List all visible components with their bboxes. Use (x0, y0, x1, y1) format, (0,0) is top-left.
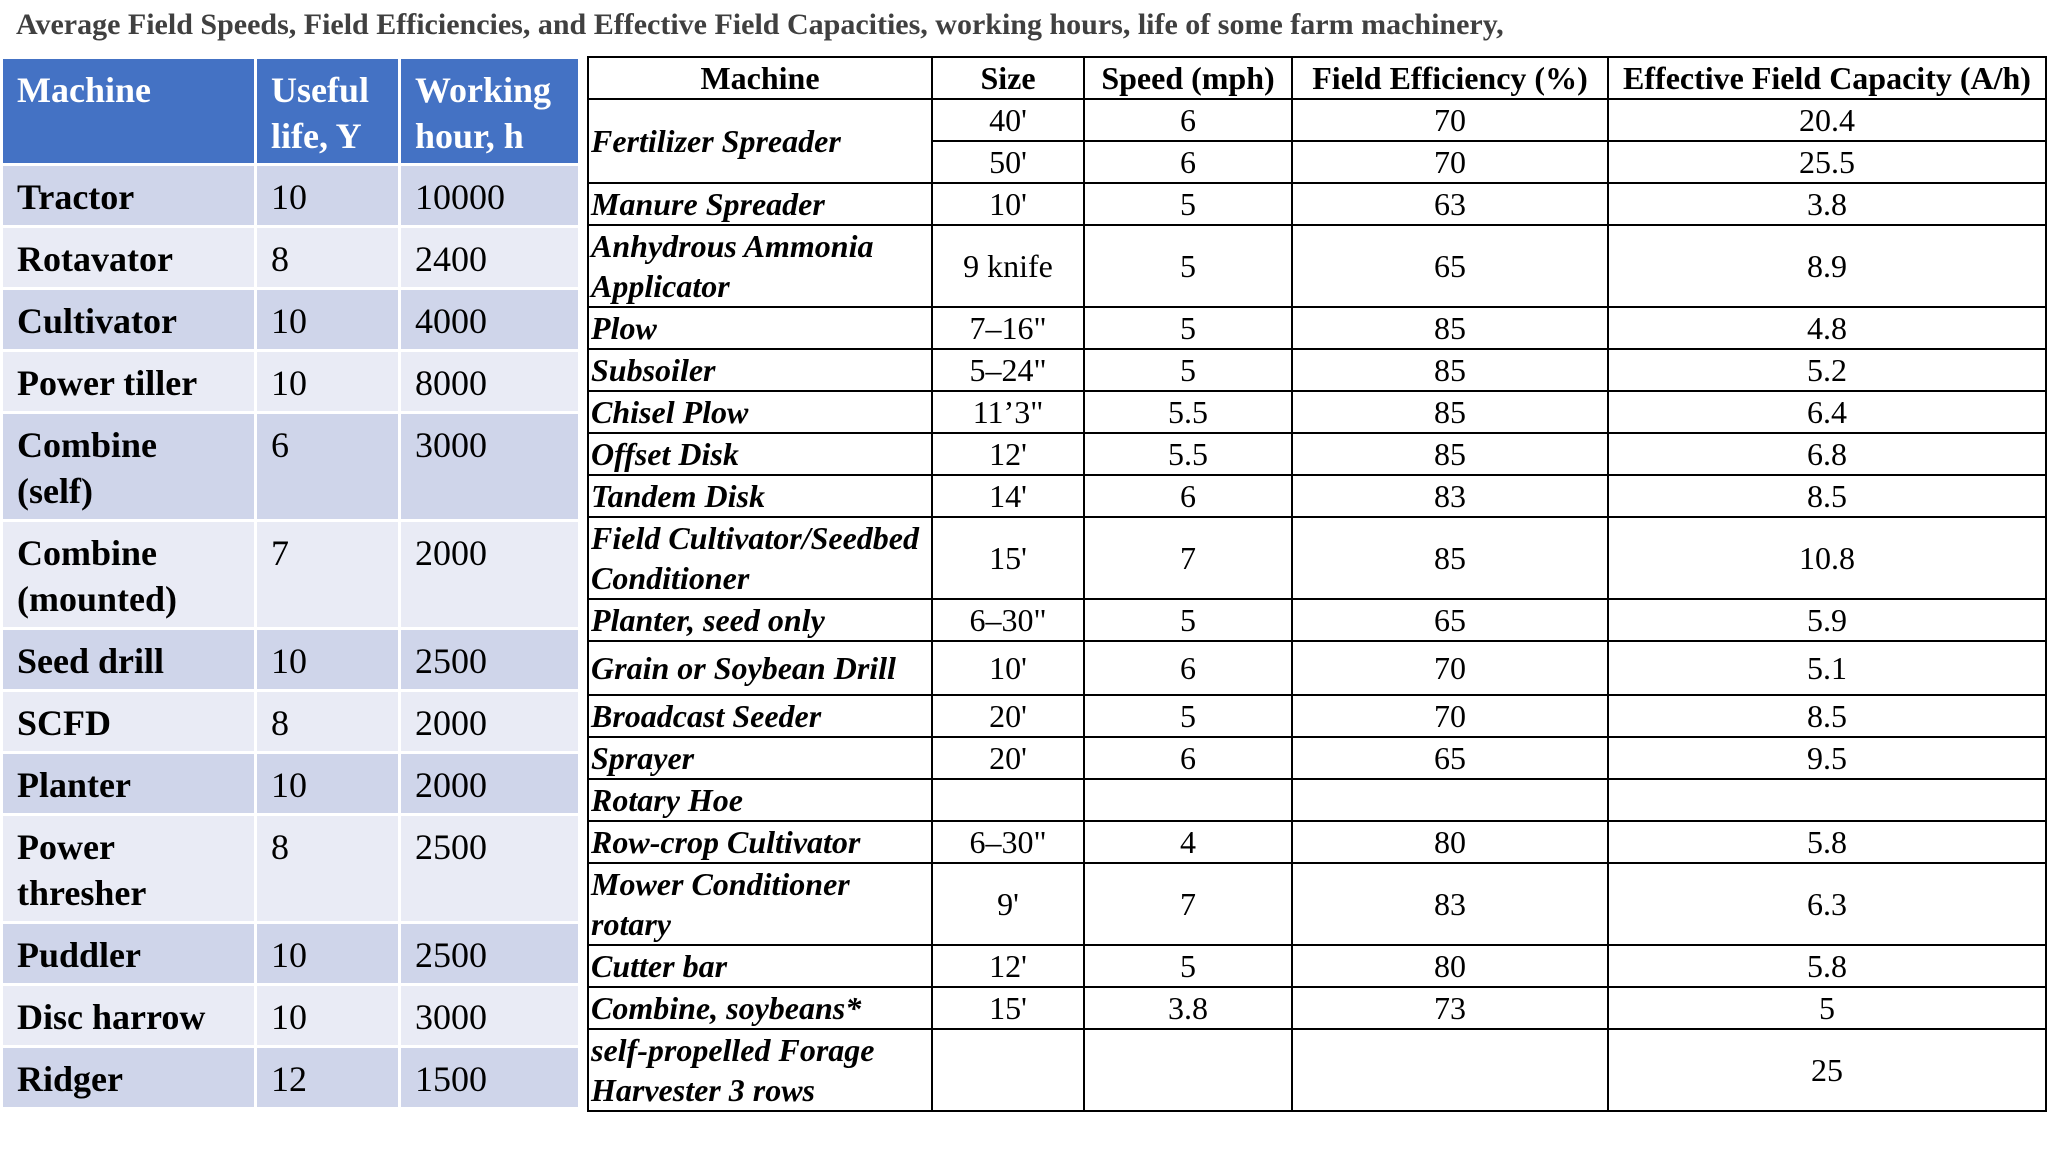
useful-life-cell: 8 (256, 815, 400, 923)
speed-cell: 4 (1084, 821, 1292, 863)
size-cell: 15' (932, 517, 1084, 599)
table-row (588, 641, 2046, 695)
machine-cell: Anhydrous Ammonia Applicator (588, 225, 932, 307)
capacity-cell: 5.8 (1608, 821, 2046, 863)
table-row (588, 599, 2046, 641)
speed-cell: 5 (1084, 349, 1292, 391)
size-cell: 10' (932, 183, 1084, 225)
speed-cell: 6 (1084, 737, 1292, 779)
working-hour-cell: 2000 (400, 691, 580, 753)
table-row (588, 779, 2046, 821)
efficiency-cell (1292, 1029, 1608, 1111)
speed-cell: 3.8 (1084, 987, 1292, 1029)
size-cell: 5–24" (932, 349, 1084, 391)
working-hour-cell: 2500 (400, 815, 580, 923)
size-cell: 9 knife (932, 225, 1084, 307)
efficiency-cell: 70 (1292, 641, 1608, 695)
table-row (588, 987, 2046, 1029)
machine-cell: Combine (mounted) (2, 521, 256, 629)
table-row (588, 225, 2046, 307)
speed-cell: 6 (1084, 641, 1292, 695)
machine-cell: Tractor (2, 165, 256, 227)
capacity-cell: 8.5 (1608, 475, 2046, 517)
size-cell: 50' (932, 141, 1084, 183)
table-row (2, 521, 580, 629)
size-cell: 7–16" (932, 307, 1084, 349)
efficiency-cell: 65 (1292, 599, 1608, 641)
machinery-life-table (0, 56, 581, 1110)
header-field-efficiency: Field Efficiency (%) (1292, 57, 1608, 99)
capacity-cell: 6.3 (1608, 863, 2046, 945)
size-cell: 40' (932, 99, 1084, 141)
table-row (2, 227, 580, 289)
field-capacity-table (587, 56, 2047, 1112)
table-row (2, 691, 580, 753)
size-cell: 20' (932, 695, 1084, 737)
capacity-cell: 25.5 (1608, 141, 2046, 183)
capacity-cell: 9.5 (1608, 737, 2046, 779)
efficiency-cell: 83 (1292, 863, 1608, 945)
capacity-cell: 6.4 (1608, 391, 2046, 433)
capacity-cell: 20.4 (1608, 99, 2046, 141)
useful-life-cell: 10 (256, 289, 400, 351)
useful-life-cell: 8 (256, 691, 400, 753)
speed-cell: 6 (1084, 99, 1292, 141)
table-row (2, 815, 580, 923)
table-row (2, 289, 580, 351)
useful-life-cell: 10 (256, 629, 400, 691)
useful-life-cell: 10 (256, 351, 400, 413)
table-row (588, 1029, 2046, 1111)
working-hour-cell: 2500 (400, 923, 580, 985)
capacity-cell: 5.2 (1608, 349, 2046, 391)
table-row (2, 985, 580, 1047)
efficiency-cell: 65 (1292, 737, 1608, 779)
machine-cell: Combine, soybeans* (588, 987, 932, 1029)
speed-cell (1084, 779, 1292, 821)
table-row (588, 391, 2046, 433)
table-row (2, 629, 580, 691)
header-size: Size (932, 57, 1084, 99)
header-row (588, 57, 2046, 99)
size-cell: 6–30" (932, 599, 1084, 641)
header-speed: Speed (mph) (1084, 57, 1292, 99)
table-row (588, 863, 2046, 945)
machine-cell: Mower Conditioner rotary (588, 863, 932, 945)
working-hour-cell: 2000 (400, 521, 580, 629)
capacity-cell (1608, 779, 2046, 821)
capacity-cell: 25 (1608, 1029, 2046, 1111)
machine-cell: Combine (self) (2, 413, 256, 521)
efficiency-cell: 65 (1292, 225, 1608, 307)
table-row (588, 183, 2046, 225)
machine-cell: Planter, seed only (588, 599, 932, 641)
machine-cell: Power tiller (2, 351, 256, 413)
speed-cell: 6 (1084, 475, 1292, 517)
machine-cell: Plow (588, 307, 932, 349)
size-cell: 12' (932, 945, 1084, 987)
speed-cell: 5 (1084, 225, 1292, 307)
useful-life-cell: 8 (256, 227, 400, 289)
working-hour-cell: 8000 (400, 351, 580, 413)
capacity-cell: 5.9 (1608, 599, 2046, 641)
size-cell: 10' (932, 641, 1084, 695)
speed-cell: 5 (1084, 599, 1292, 641)
working-hour-cell: 3000 (400, 985, 580, 1047)
useful-life-cell: 6 (256, 413, 400, 521)
table-row (588, 433, 2046, 475)
capacity-cell: 8.5 (1608, 695, 2046, 737)
capacity-cell: 5.1 (1608, 641, 2046, 695)
table-row (2, 351, 580, 413)
working-hour-cell: 10000 (400, 165, 580, 227)
machine-cell: Power thresher (2, 815, 256, 923)
efficiency-cell: 85 (1292, 307, 1608, 349)
machine-cell: Grain or Soybean Drill (588, 641, 932, 695)
machine-cell: Sprayer (588, 737, 932, 779)
table-row (2, 413, 580, 521)
machine-cell: Rotavator (2, 227, 256, 289)
speed-cell: 7 (1084, 863, 1292, 945)
table-row (588, 517, 2046, 599)
table-row (588, 475, 2046, 517)
working-hour-cell: 3000 (400, 413, 580, 521)
efficiency-cell: 85 (1292, 433, 1608, 475)
machine-cell: Broadcast Seeder (588, 695, 932, 737)
size-cell: 12' (932, 433, 1084, 475)
useful-life-cell: 12 (256, 1047, 400, 1109)
machine-cell: Chisel Plow (588, 391, 932, 433)
size-cell: 9' (932, 863, 1084, 945)
table-row (588, 737, 2046, 779)
speed-cell: 5.5 (1084, 391, 1292, 433)
efficiency-cell: 70 (1292, 141, 1608, 183)
header-machine: Machine (588, 57, 932, 99)
capacity-cell: 3.8 (1608, 183, 2046, 225)
machine-cell: Cutter bar (588, 945, 932, 987)
working-hour-cell: 2000 (400, 753, 580, 815)
table-row (588, 307, 2046, 349)
useful-life-cell: 10 (256, 923, 400, 985)
efficiency-cell: 80 (1292, 821, 1608, 863)
header-field-capacity: Effective Field Capacity (A/h) (1608, 57, 2046, 99)
machine-cell: self-propelled Forage Harvester 3 rows (588, 1029, 932, 1111)
speed-cell: 5 (1084, 695, 1292, 737)
size-cell: 6–30" (932, 821, 1084, 863)
machine-cell: Cultivator (2, 289, 256, 351)
machine-cell: Offset Disk (588, 433, 932, 475)
size-cell: 11’3" (932, 391, 1084, 433)
header-working-hour: Working hour, h (400, 58, 580, 165)
table-row (2, 1047, 580, 1109)
speed-cell: 5 (1084, 183, 1292, 225)
machine-cell: Subsoiler (588, 349, 932, 391)
machine-cell: Rotary Hoe (588, 779, 932, 821)
working-hour-cell: 1500 (400, 1047, 580, 1109)
efficiency-cell: 80 (1292, 945, 1608, 987)
size-cell: 14' (932, 475, 1084, 517)
working-hour-cell: 4000 (400, 289, 580, 351)
size-cell (932, 1029, 1084, 1111)
size-cell: 20' (932, 737, 1084, 779)
capacity-cell: 10.8 (1608, 517, 2046, 599)
efficiency-cell: 63 (1292, 183, 1608, 225)
capacity-cell: 8.9 (1608, 225, 2046, 307)
efficiency-cell (1292, 779, 1608, 821)
efficiency-cell: 83 (1292, 475, 1608, 517)
efficiency-cell: 85 (1292, 391, 1608, 433)
useful-life-cell: 10 (256, 165, 400, 227)
useful-life-cell: 10 (256, 985, 400, 1047)
machine-cell: Row-crop Cultivator (588, 821, 932, 863)
header-useful-life: Useful life, Y (256, 58, 400, 165)
capacity-cell: 4.8 (1608, 307, 2046, 349)
speed-cell: 5 (1084, 307, 1292, 349)
machine-cell: Puddler (2, 923, 256, 985)
useful-life-cell: 7 (256, 521, 400, 629)
header-row (2, 58, 580, 165)
table-row (588, 695, 2046, 737)
working-hour-cell: 2400 (400, 227, 580, 289)
capacity-cell: 5.8 (1608, 945, 2046, 987)
efficiency-cell: 85 (1292, 517, 1608, 599)
speed-cell: 5 (1084, 945, 1292, 987)
efficiency-cell: 70 (1292, 99, 1608, 141)
speed-cell (1084, 1029, 1292, 1111)
machine-cell: Fertilizer Spreader (588, 99, 932, 183)
speed-cell: 7 (1084, 517, 1292, 599)
efficiency-cell: 73 (1292, 987, 1608, 1029)
table-row (588, 945, 2046, 987)
table-row (588, 99, 2046, 141)
efficiency-cell: 85 (1292, 349, 1608, 391)
table-row (588, 349, 2046, 391)
machine-cell: SCFD (2, 691, 256, 753)
machine-cell: Disc harrow (2, 985, 256, 1047)
speed-cell: 5.5 (1084, 433, 1292, 475)
page-title: Average Field Speeds, Field Efficiencies, and Effective Field Capacities, working hours, life of some farm machinery, (16, 8, 1504, 41)
size-cell: 15' (932, 987, 1084, 1029)
table-row (2, 165, 580, 227)
efficiency-cell: 70 (1292, 695, 1608, 737)
machine-cell: Planter (2, 753, 256, 815)
machine-cell: Manure Spreader (588, 183, 932, 225)
machine-cell: Ridger (2, 1047, 256, 1109)
working-hour-cell: 2500 (400, 629, 580, 691)
header-machine: Machine (2, 58, 256, 165)
speed-cell: 6 (1084, 141, 1292, 183)
machine-cell: Tandem Disk (588, 475, 932, 517)
table-row (2, 923, 580, 985)
size-cell (932, 779, 1084, 821)
table-row (2, 753, 580, 815)
table-row (588, 821, 2046, 863)
capacity-cell: 6.8 (1608, 433, 2046, 475)
machine-cell: Field Cultivator/Seedbed Conditioner (588, 517, 932, 599)
useful-life-cell: 10 (256, 753, 400, 815)
machine-cell: Seed drill (2, 629, 256, 691)
capacity-cell: 5 (1608, 987, 2046, 1029)
